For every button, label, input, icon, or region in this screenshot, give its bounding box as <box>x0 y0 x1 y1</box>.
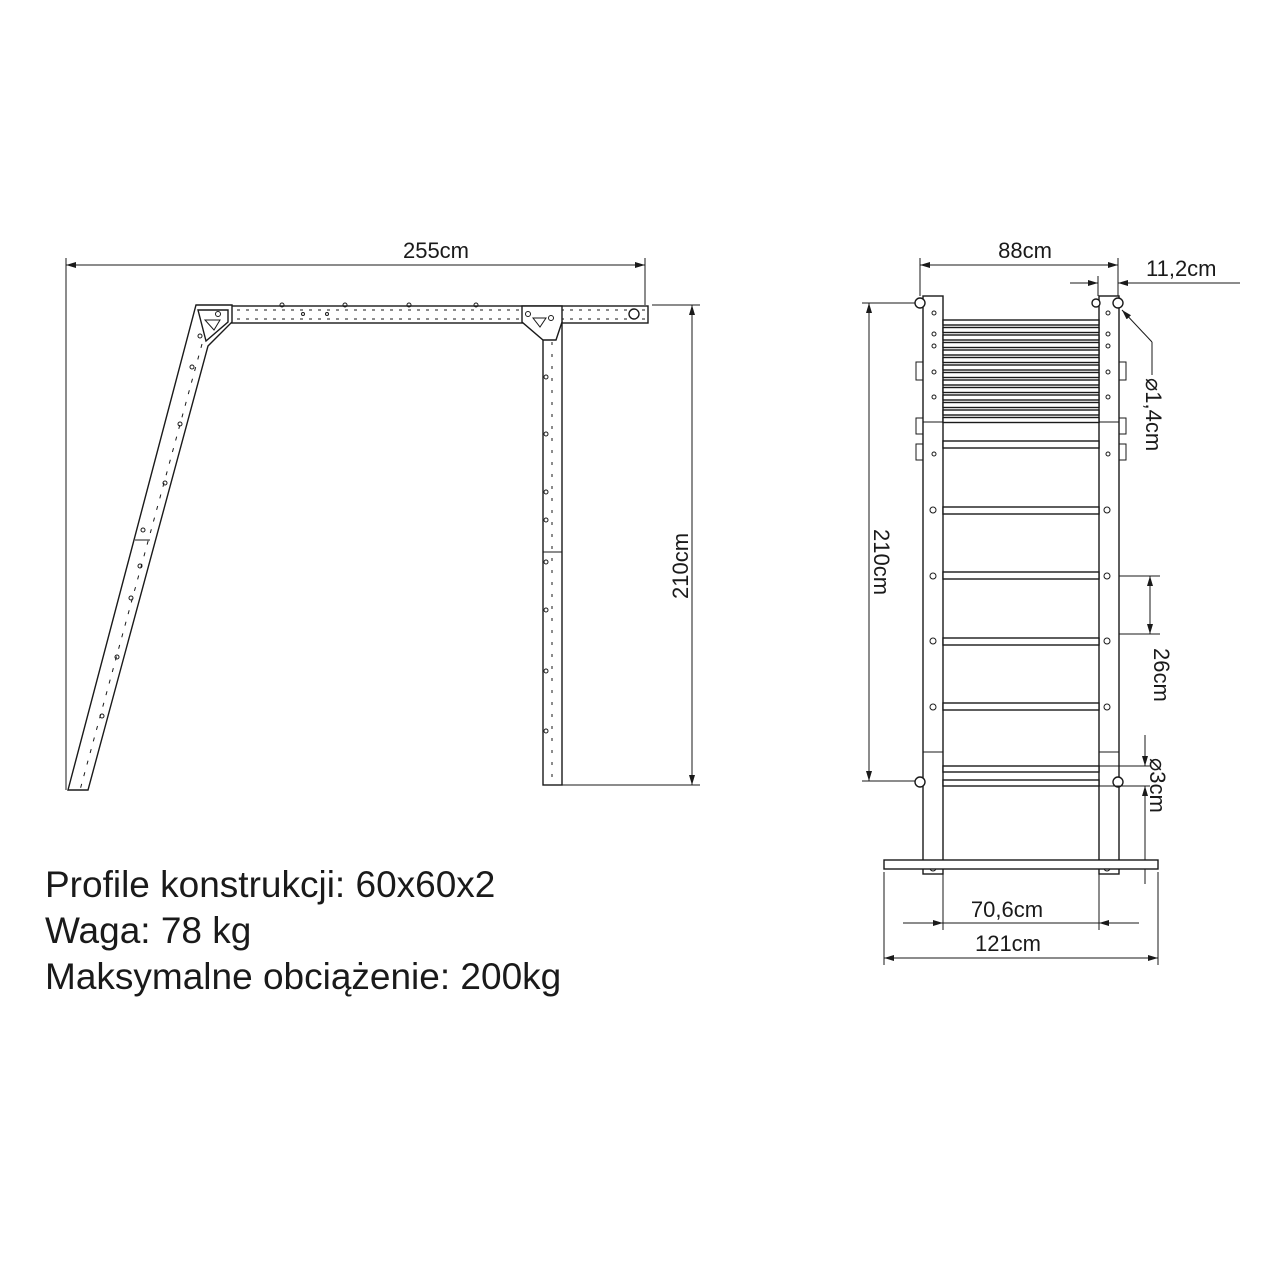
rung-diameter-label: ⌀3cm <box>1145 758 1170 813</box>
offset-label: 11,2cm <box>1146 256 1217 281</box>
slat <box>943 335 1099 340</box>
base-bar <box>884 860 1158 869</box>
slat <box>943 320 1099 325</box>
slat <box>943 373 1099 378</box>
slat <box>943 343 1099 348</box>
top-beam <box>228 303 648 323</box>
side-view <box>66 238 700 790</box>
slat <box>943 328 1099 333</box>
rung <box>943 507 1099 514</box>
front-height-label: 210cm <box>869 528 894 596</box>
rung-spacing-dimension <box>1119 576 1174 702</box>
slat <box>943 403 1099 408</box>
hole-label: ⌀1,4cm <box>1141 378 1166 452</box>
rung <box>943 703 1099 710</box>
max-load-spec: Maksymalne obciążenie: 200kg <box>45 956 562 997</box>
slanted-leg <box>68 305 232 790</box>
ladder-rungs <box>943 441 1099 786</box>
vertical-leg <box>522 306 562 785</box>
side-height-dimension <box>562 305 700 785</box>
slat <box>943 418 1099 423</box>
front-width-dimension <box>920 238 1118 296</box>
rung <box>943 572 1099 579</box>
rung <box>943 638 1099 645</box>
weight-spec: Waga: 78 kg <box>45 910 252 951</box>
side-height-label: 210cm <box>668 532 693 600</box>
offset-dimension <box>1070 256 1240 296</box>
specs-block <box>45 862 561 1000</box>
inner-base-label: 70,6cm <box>970 897 1044 922</box>
slat <box>943 388 1099 393</box>
slat <box>943 365 1099 370</box>
rung <box>943 441 1099 448</box>
rung <box>943 780 1099 786</box>
left-post <box>915 296 943 874</box>
rung-spacing-label: 26cm <box>1149 648 1174 702</box>
slat <box>943 358 1099 363</box>
front-width-label: 88cm <box>998 238 1052 263</box>
front-view <box>862 238 1240 965</box>
rung <box>943 766 1099 772</box>
slat <box>943 410 1099 415</box>
slat <box>943 350 1099 355</box>
upper-slats <box>943 320 1099 423</box>
side-width-label: 255cm <box>402 238 470 263</box>
front-height-dimension <box>862 303 920 781</box>
slat <box>943 380 1099 385</box>
outer-base-label: 121cm <box>974 931 1042 956</box>
hole-leader <box>1122 310 1166 451</box>
slat <box>943 395 1099 400</box>
profile-spec: Profile konstrukcji: 60x60x2 <box>45 864 496 905</box>
inner-base-dimension <box>903 874 1139 930</box>
